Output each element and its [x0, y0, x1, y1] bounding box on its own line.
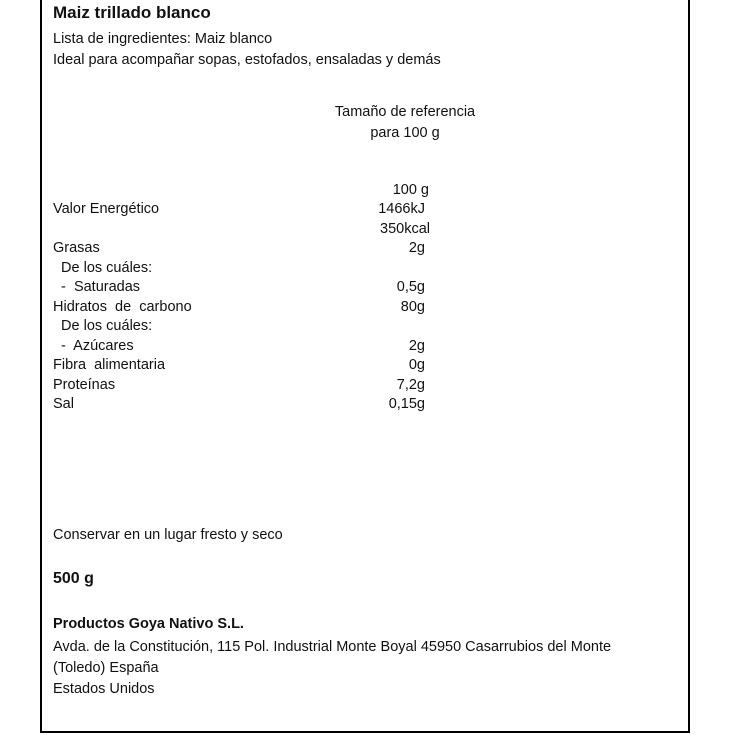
nutrition-row-label: Proteínas — [53, 377, 116, 393]
nutrition-row-value: 80g — [400, 299, 425, 315]
nutrition-row-value: 0g — [408, 357, 425, 373]
net-weight: 500 g — [53, 570, 94, 587]
company-address: Avda. de la Constitución, 115 Pol. Industrial Monte Boyal 45950 Casarrubios del Monte (Toledo) España — [53, 639, 612, 676]
nutrition-row-label: De los cuáles: — [53, 260, 153, 276]
ingredients-text: Lista de ingredientes: Maiz blanco — [53, 31, 273, 47]
nutrition-row-value: 350kcal — [380, 221, 430, 237]
storage-instructions: Conservar en un lugar fresto y seco — [53, 527, 283, 543]
nutrition-row-label: - Azúcares — [53, 338, 134, 354]
nutrition-row-label: Sal — [53, 396, 74, 412]
company-name: Productos Goya Nativo S.L. — [53, 616, 244, 632]
nutrition-column-header: 100 g — [392, 182, 429, 198]
nutrition-row-label: - Saturadas — [53, 279, 141, 295]
reference-size-sub: para 100 g — [370, 125, 440, 141]
nutrition-row-label: Valor Energético — [53, 201, 160, 217]
nutrition-row-value: 1466kJ — [378, 201, 425, 217]
nutrition-row-label: Grasas — [53, 240, 100, 256]
nutrition-row-value: 0,5g — [396, 279, 425, 295]
usage-text: Ideal para acompañar sopas, estofados, ensaladas y demás — [53, 52, 441, 68]
company-country: Estados Unidos — [53, 681, 155, 697]
nutrition-row-value: 2g — [408, 240, 425, 256]
nutrition-row-label: De los cuáles: — [53, 318, 153, 334]
reference-size-label: Tamaño de referencia — [334, 104, 476, 120]
nutrition-row-label: Hidratos de carbono — [53, 299, 192, 315]
nutrition-row-label: Fibra alimentaria — [53, 357, 166, 373]
nutrition-row-value: 2g — [408, 338, 425, 354]
nutrition-row-value: 7,2g — [396, 377, 425, 393]
product-title: Maiz trillado blanco — [53, 3, 211, 22]
nutrition-row-value: 0,15g — [388, 396, 425, 412]
